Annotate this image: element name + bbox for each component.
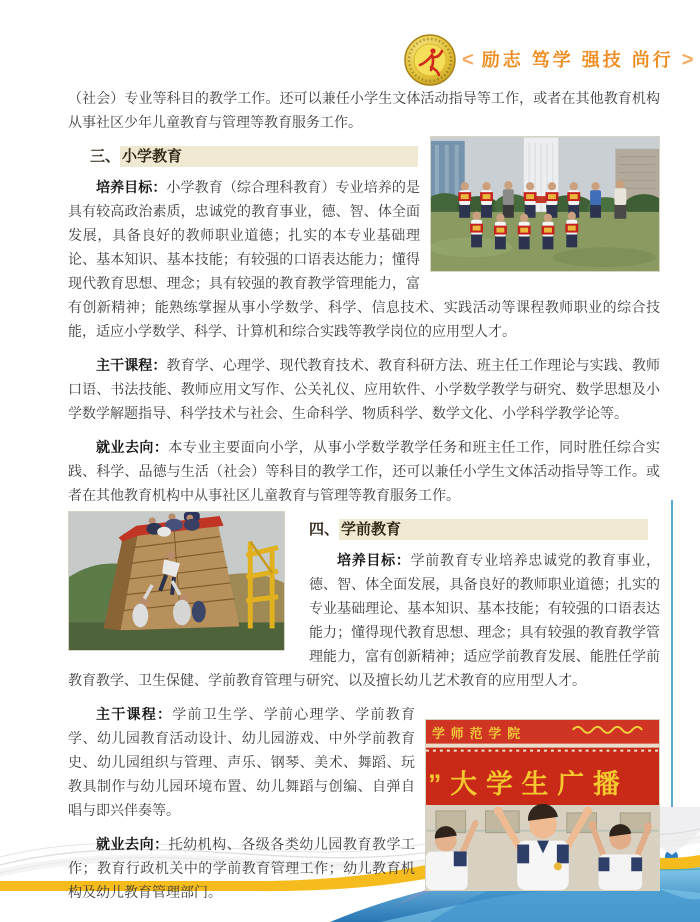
motto-right-bracket: > bbox=[681, 49, 694, 71]
career-label: 就业去向： bbox=[96, 439, 169, 455]
vertical-accent-line bbox=[671, 500, 673, 852]
page-header bbox=[0, 30, 700, 90]
school-emblem-icon bbox=[404, 34, 456, 86]
section-number: 四、 bbox=[309, 521, 340, 538]
section-title-highlight-bar bbox=[188, 146, 418, 167]
goal-label: 培养目标： bbox=[337, 552, 411, 568]
motto-text: 励志 笃学 强技 尚行 bbox=[481, 50, 674, 70]
broadcast-performance-photo bbox=[425, 719, 660, 891]
career-label: 就业去向： bbox=[96, 836, 169, 852]
courses-text: 学前卫生学、学前心理学、学前教育学、幼儿园教育活动设计、幼儿园游戏、中外学前教育史、幼儿园组织与管理、声乐、钢琴、美术、舞蹈、玩教具制作与幼儿园环境布置、幼儿舞蹈与创编、自弹自唱与即兴伴奏等。 bbox=[68, 708, 415, 819]
courses-label: 主干课程： bbox=[96, 706, 173, 722]
banner-top-text: 学师范学院 bbox=[431, 725, 527, 741]
award-group-photo bbox=[430, 136, 660, 272]
climbing-wall-photo bbox=[68, 511, 285, 651]
section-heading-primary-education bbox=[68, 146, 420, 167]
motto-left-bracket: < bbox=[462, 49, 474, 71]
section-title-highlight-bar bbox=[407, 519, 648, 540]
intro-paragraph: （社会）专业等科目的教学工作。还可以兼任小学生文体活动指导等工作，或者在其他教育机构从事社区少年儿童教育与管理等教育服务工作。 bbox=[68, 92, 660, 131]
courses-label: 主干课程： bbox=[96, 357, 167, 373]
section-number: 三、 bbox=[90, 148, 121, 165]
primary-career-paragraph bbox=[68, 435, 660, 509]
primary-courses-paragraph bbox=[68, 353, 660, 427]
goal-text: 小学教育（综合理科教育）专业培养的是具有较高政治素质，忠诚党的教育事业，德、智、体全面发展，具备良好的教师职业道德；扎实的本专业基础理论、基本知识、基本技能；有较强的口语表达能力；懂得现代教育思想、理念；具有较强的教育教学管理能力，富有创新精神；能熟练掌握从事小学数学、科学、信息技术、实践活动等课程教师职业的综合技能，适应小学数学、科学、计算机和综合实践等教学岗位的应用型人才。 bbox=[68, 181, 660, 340]
climbing-wall-photo-art bbox=[69, 512, 284, 650]
section-heading-preschool-education bbox=[309, 519, 660, 540]
section-title: 小学教育 bbox=[120, 146, 188, 167]
career-text: 托幼机构、各级各类幼儿园教育教学工作；教育行政机关中的学前教育管理工作；幼儿教育机构及幼儿教育管理部门。 bbox=[68, 838, 416, 901]
page-content bbox=[68, 88, 660, 906]
career-text: 本专业主要面向小学，从事小学数学教学任务和班主任工作，同时胜任综合实践、科学、品德与生活（社会）等科目的教学工作，还可以兼任小学生文体活动指导等工作。或者在其他教育机构中从事社区儿童教育与管理等教育服务工作。 bbox=[68, 441, 661, 504]
courses-text: 教育学、心理学、现代教育技术、教育科研方法、班主任工作理论与实践、教师口语、书法技能、教师应用文写作、公关礼仪、应用软件、小学数学教学与研究、数学思想及小学数学解题指导、科学技术与社会、生命科学、物质科学、数学文化、小学科学教学论等。 bbox=[68, 359, 661, 422]
section-title: 学前教育 bbox=[339, 519, 407, 540]
broadcast-photo-art bbox=[426, 720, 659, 890]
goal-text: 学前教育专业培养忠诚党的教育事业，德、智、体全面发展，具备良好的教师职业道德；扎实的专业基础理论、基本知识、基本技能；有较强的口语表达能力；懂得现代教育思想、理念；具有较强的教育教学管理能力，富有创新精神；适应学前教育发展、能胜任学前教育教学、卫生保健、学前教育管理与研究、以及擅长幼儿艺术教育的应用型人才。 bbox=[68, 554, 661, 689]
banner-main-text: ”大学生广播 bbox=[427, 769, 629, 800]
goal-label: 培养目标： bbox=[96, 179, 167, 195]
award-group-photo-art bbox=[431, 137, 659, 271]
school-motto bbox=[462, 46, 693, 72]
